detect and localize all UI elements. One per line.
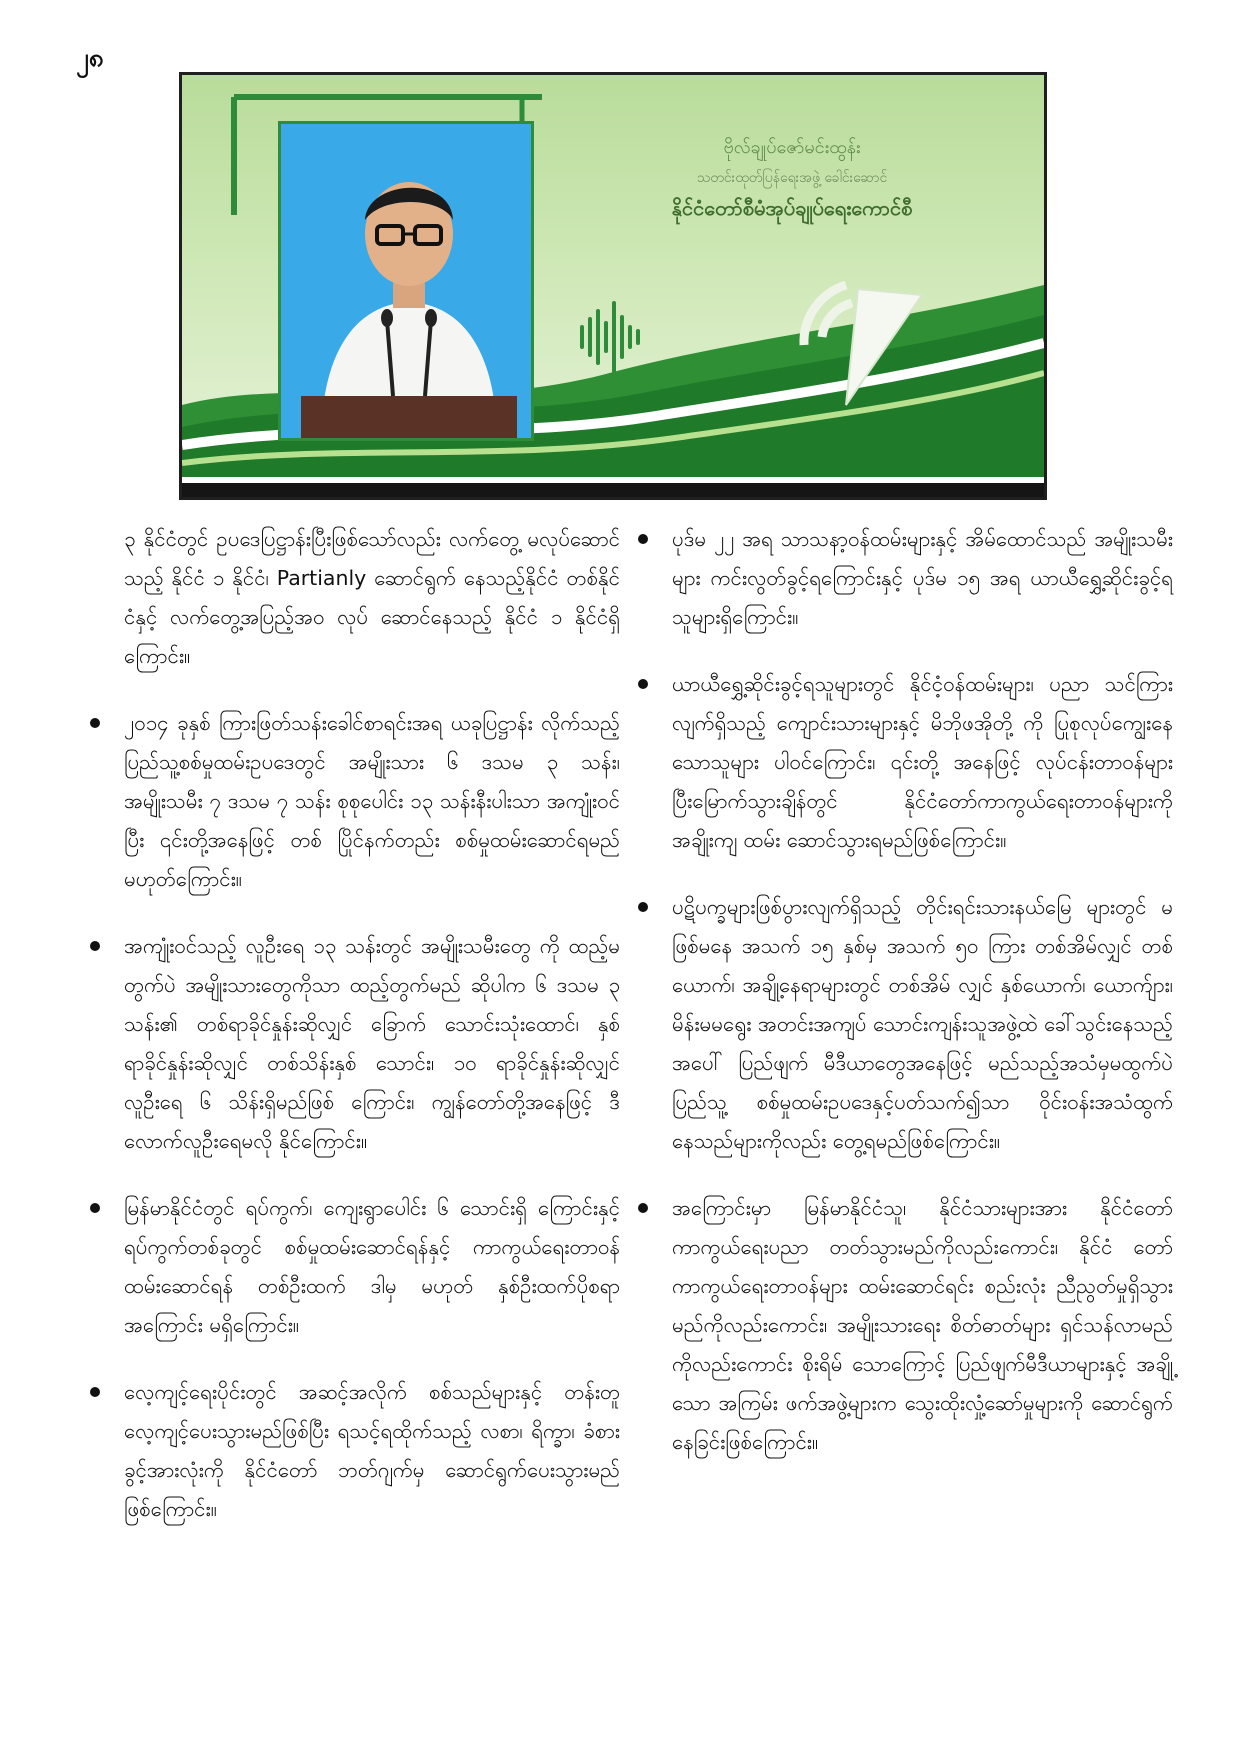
list-item: [638, 520, 1173, 637]
bullet-icon: [638, 534, 648, 544]
list-item-text: မြန်မာနိုင်ငံတွင် ရပ်ကွက်၊ ကျေးရွာပေါင်း ၆ သောင်းရှိ ကြောင်းနှင့် ရပ်ကွက်တစ်ခုတွင် စစ်မှုထမ်းဆောင်ရန်နှင့် ကာကွယ်ရေးတာဝန်ထမ်းဆောင်ရန် တစ်ဦးထက် ဒါမှ မဟုတ် နှစ်ဦးထက်ပိုစရာအကြောင်း မရှိကြောင်း။: [124, 1196, 620, 1337]
bullet-icon: [90, 941, 100, 951]
bullet-icon: [638, 1203, 648, 1213]
page-number: ၂၈: [76, 43, 104, 73]
speaker-illustration: [281, 124, 534, 441]
bullet-icon: [638, 679, 648, 689]
speaker-photo: [278, 121, 534, 441]
list-item: [638, 1189, 1173, 1462]
list-item-text: ၂၀၁၄ ခုနှစ် ကြားဖြတ်သန်းခေါင်စာရင်းအရ ယခုပြဋ္ဌာန်း လိုက်သည့် ပြည်သူ့စစ်မှုထမ်းဥပဒေတွင် အမျိုးသား ၆ ဒသမ ၃ သန်း၊ အမျိုးသမီး ၇ ဒသမ ၇ သန်း စုစုပေါင်း ၁၃ သန်းနီးပါးသာ အကျုံးဝင်ပြီး ၎င်းတို့အနေဖြင့် တစ် ပြိုင်နက်တည်း စစ်မှုထမ်းဆောင်ရမည်မဟုတ်ကြောင်း။: [124, 711, 620, 891]
frame-bottom-bar: [182, 483, 1044, 497]
list-item: [638, 888, 1173, 1161]
caption-organization: နိုင်ငံတော်စီမံအုပ်ချုပ်ရေးကောင်စီ: [671, 196, 913, 220]
caption-position: သတင်းထုတ်ပြန်ရေးအဖွဲ့ ခေါင်းဆောင်: [696, 170, 888, 186]
list-item-text: အကျုံးဝင်သည့် လူဦးရေ ၁၃ သန်းတွင် အမျိုးသမီးတွေ ကို ထည့်မတွက်ပဲ အမျိုးသားတွေကိုသာ ထည့်တွက်မည် ဆိုပါက ၆ ဒသမ ၃ သန်း၏ တစ်ရာခိုင်နှုန်းဆိုလျှင် ခြောက် သောင်းသုံးထောင်၊ နှစ်ရာခိုင်နှုန်းဆိုလျှင် တစ်သိန်းနှစ် သောင်း၊ ၁၀ ရာခိုင်နှုန်းဆိုလျှင် လူဦးရေ ၆ သိန်းရှိမည်ဖြစ် ကြောင်း၊ ကျွန်တော်တို့အနေဖြင့် ဒီလောက်လူဦးရေမလို နိုင်ကြောင်း။: [124, 934, 620, 1153]
list-item-text: လေ့ကျင့်ရေးပိုင်းတွင် အဆင့်အလိုက် စစ်သည်များနှင့် တန်းတူလေ့ကျင့်ပေးသွားမည်ဖြစ်ပြီး ရသင့်ရထိုက်သည့် လစာ၊ ရိက္ခာ၊ ခံစားခွင့်အားလုံးကို နိုင်ငံတော် ဘတ်ဂျက်မှ ဆောင်ရွက်ပေးသွားမည်ဖြစ်ကြောင်း။: [124, 1380, 620, 1521]
caption-name: ဗိုလ်ချုပ်ဇော်မင်းထွန်း: [723, 137, 861, 158]
list-item-text: ယာယီရွှေ့ဆိုင်းခွင့်ရသူများတွင် နိုင်ငံ့ဝန်ထမ်းများ၊ ပညာ သင်ကြားလျက်ရှိသည့် ကျောင်းသားများနှင့် မိဘိုဖအိုတို့ ကို ပြုစုလုပ်ကျွေးနေသောသူများ ပါဝင်ကြောင်း၊ ၎င်းတို့ အနေဖြင့် လုပ်ငန်းတာဝန်များ ပြီးမြောက်သွားချိန်တွင် နိုင်ငံတော်ကာကွယ်ရေးတာဝန်များကို အချိုးကျ ထမ်း ဆောင်သွားရမည်ဖြစ်ကြောင်း။: [672, 672, 1173, 852]
list-item-text: ပုဒ်မ ၂၂ အရ သာသနာ့ဝန်ထမ်းများနှင့် အိမ်ထောင်သည် အမျိုးသမီးများ ကင်းလွတ်ခွင့်ရကြောင်းနှင့် ပုဒ်မ ၁၅ အရ ယာယီရွှေ့ဆိုင်းခွင့်ရသူများရှိကြောင်း။: [672, 527, 1173, 629]
list-item: [90, 927, 620, 1161]
intro-paragraph: ၃ နိုင်ငံတွင် ဥပဒေပြဋ္ဌာန်းပြီးဖြစ်သော်လည်း လက်တွေ့ မလုပ်ဆောင်သည့် နိုင်ငံ ၁ နိုင်ငံ၊ Partianly ဆောင်ရွက် နေသည့်နိုင်ငံ တစ်နိုင်ငံနှင့် လက်တွေ့အပြည့်အဝ လုပ် ဆောင်နေသည့် နိုင်ငံ ၁ နိုင်ငံရှိကြောင်း။: [124, 527, 620, 668]
list-item-text: အကြောင်းမှာ မြန်မာနိုင်ငံသူ၊ နိုင်ငံသားများအား နိုင်ငံတော် ကာကွယ်ရေးပညာ တတ်သွားမည်ကိုလည်းကောင်း၊ နိုင်ငံ တော်ကာကွယ်ရေးတာဝန်များ ထမ်းဆောင်ရင်း စည်းလုံး ညီညွတ်မှုရှိသွားမည်ကိုလည်းကောင်း၊ အမျိုးသားရေး စိတ်ဓာတ်များ ရှင်သန်လာမည်ကိုလည်းကောင်း စိုးရိမ် သောကြောင့် ပြည်ဖျက်မီဒီယာများနှင့် အချို့သော အကြမ်း ဖက်အဖွဲ့များက သွေးထိုးလှုံ့ဆော်မှုများကို ဆောင်ရွက် နေခြင်းဖြစ်ကြောင်း။: [672, 1196, 1173, 1454]
list-item: [638, 665, 1173, 860]
list-item: [90, 704, 620, 899]
list-item-text: ပဋိပက္ခများဖြစ်ပွားလျက်ရှိသည့် တိုင်းရင်းသားနယ်မြေ များတွင် မဖြစ်မနေ အသက် ၁၅ နှစ်မှ အသက် ၅၀ ကြား တစ်အိမ်လျှင် တစ်ယောက်၊ အချို့နေရာများတွင် တစ်အိမ် လျှင် နှစ်ယောက်၊ ယောက်ျား၊ မိန်းမမရွေး အတင်းအကျပ် သောင်းကျန်းသူအဖွဲ့ထဲ ခေါ်သွင်းနေသည့်အပေါ် ပြည်ဖျက် မီဒီယာတွေအနေဖြင့် မည်သည့်အသံမှမထွက်ပဲ ပြည်သူ့ စစ်မှုထမ်းဥပဒေနှင့်ပတ်သက်၍သာ ဝိုင်းဝန်းအသံထွက် နေသည်များကိုလည်း တွေ့ရမည်ဖြစ်ကြောင်း။: [672, 895, 1173, 1153]
bullet-icon: [90, 718, 100, 728]
news-broadcast-image: [179, 72, 1047, 500]
list-item: [90, 1373, 620, 1529]
broadcast-caption: [562, 135, 1022, 225]
right-column: [638, 520, 1173, 1490]
bullet-icon: [638, 902, 648, 912]
list-item: [90, 1189, 620, 1345]
bullet-icon: [90, 1203, 100, 1213]
left-column: [90, 520, 620, 1557]
bullet-icon: [90, 1387, 100, 1397]
